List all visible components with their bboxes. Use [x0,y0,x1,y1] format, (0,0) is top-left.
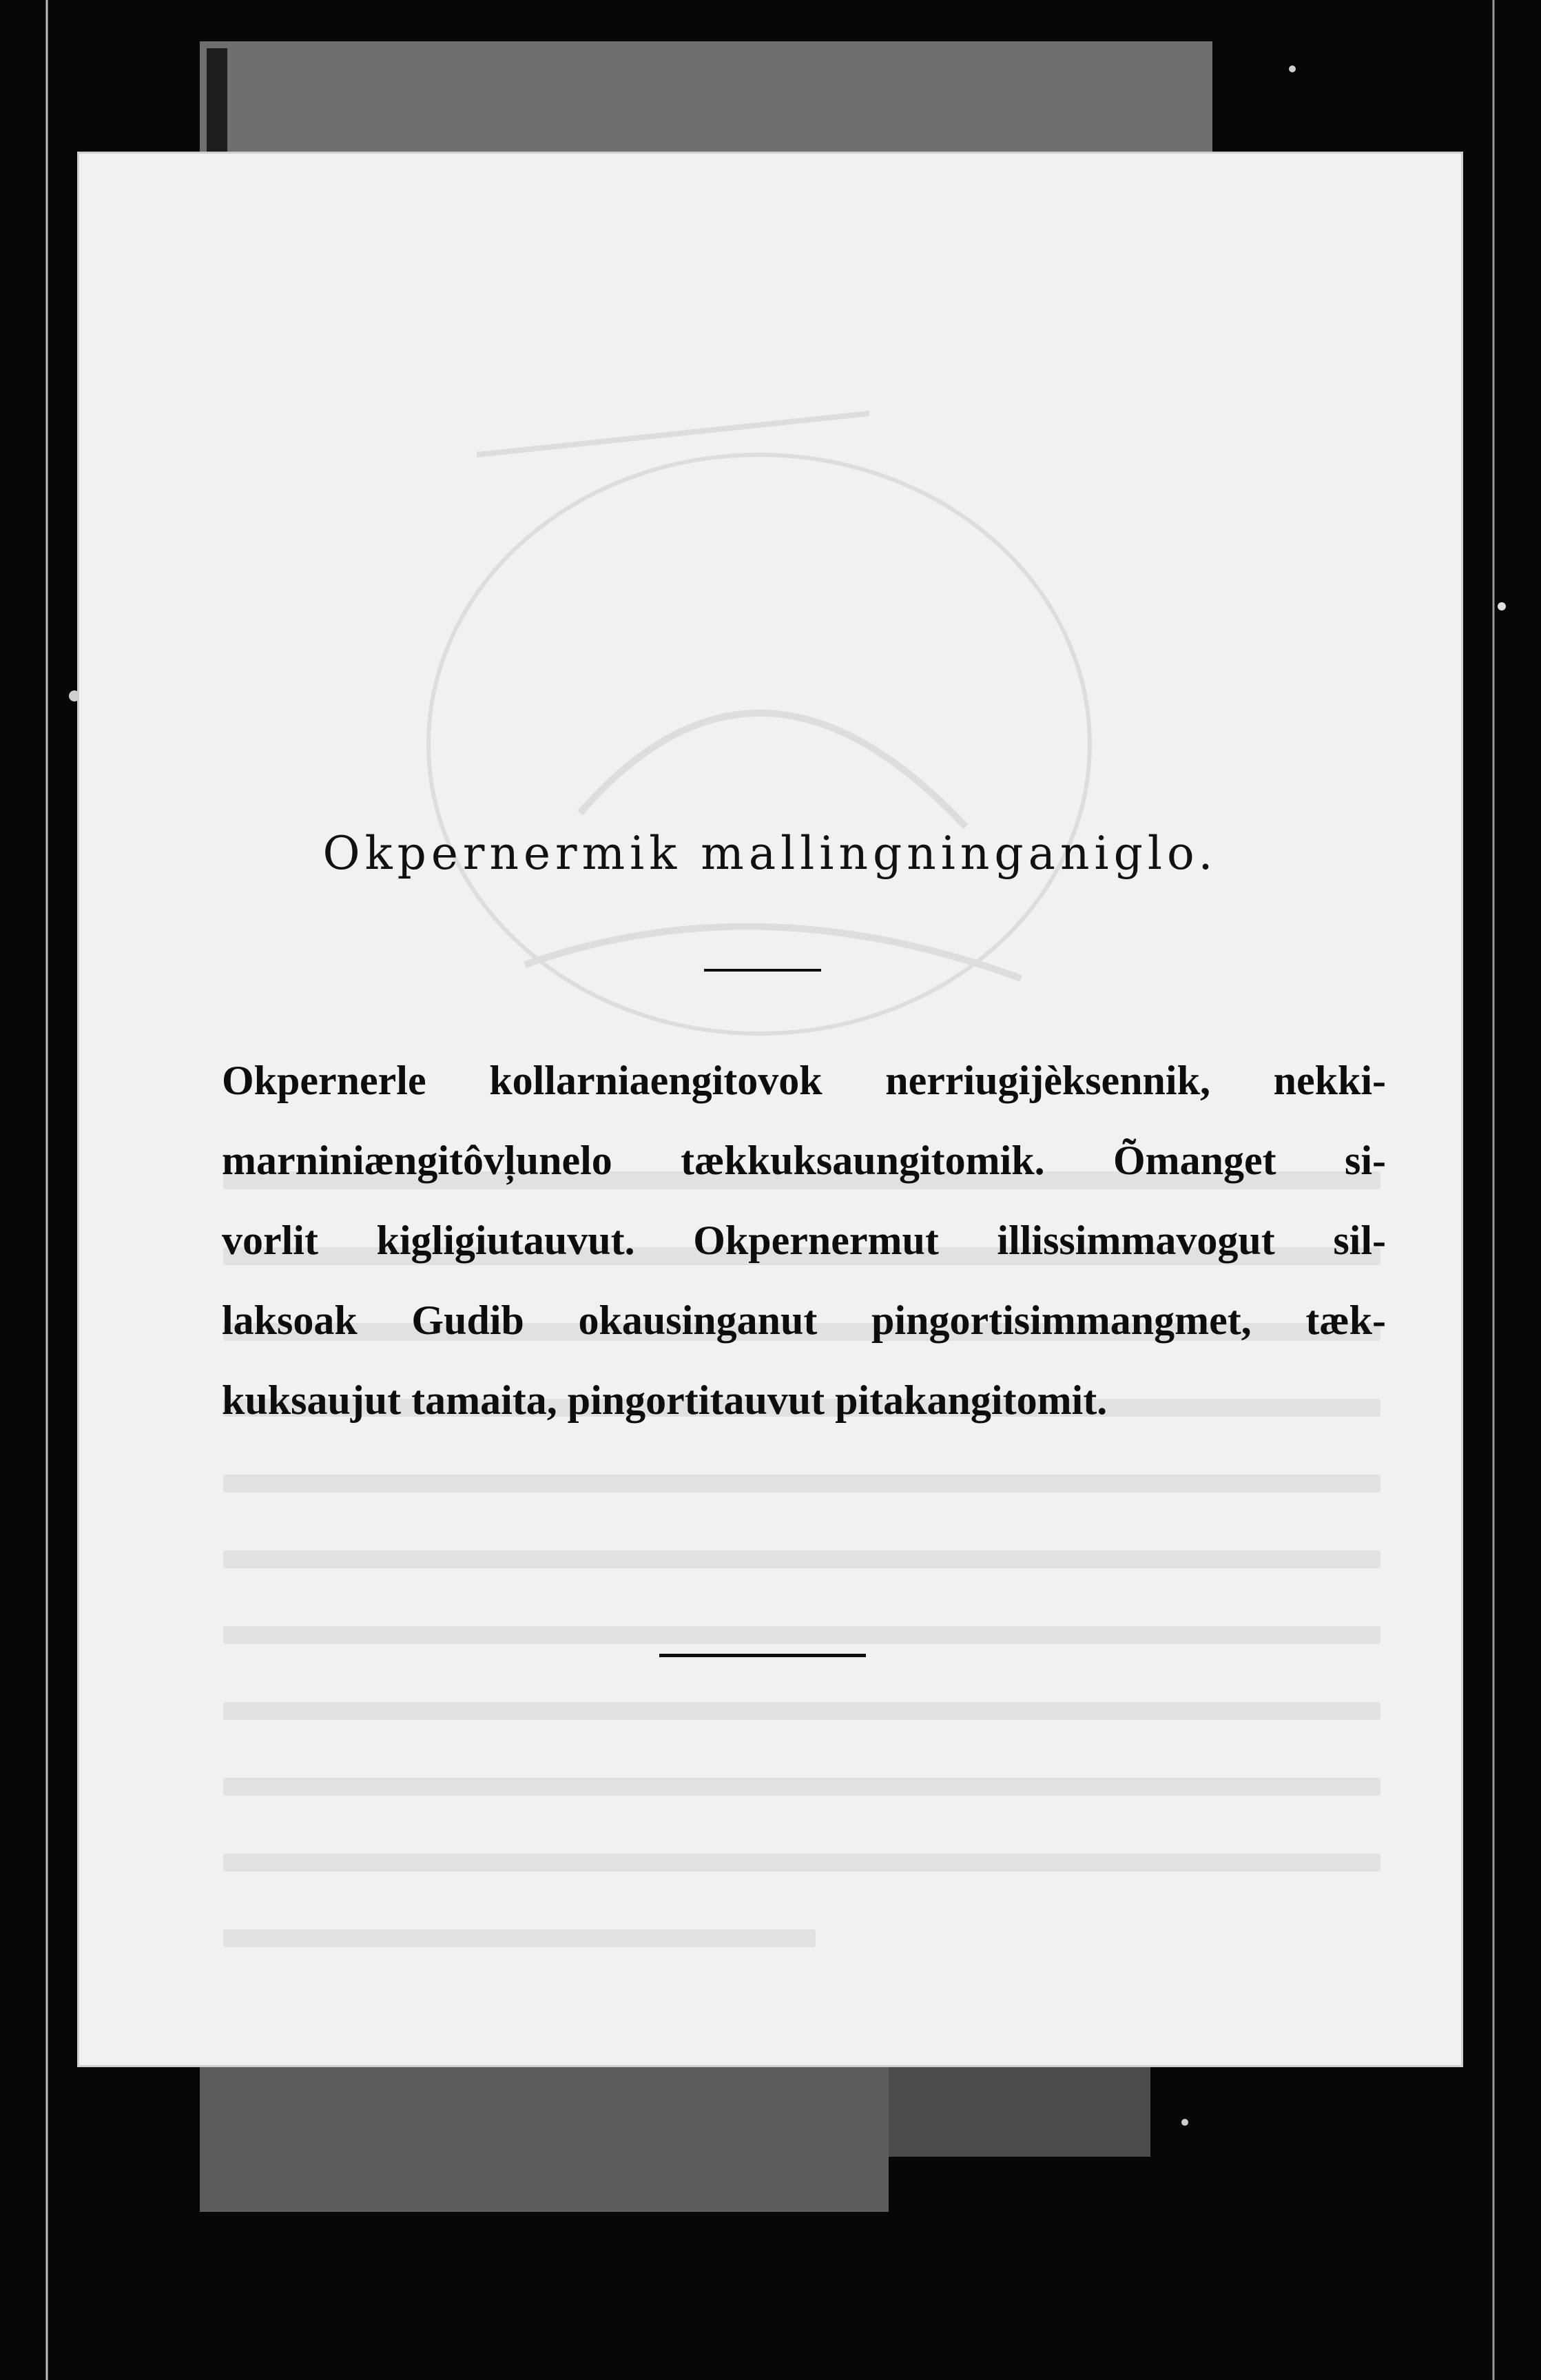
body-paragraph [222,1040,1386,1440]
paragraph-line-2: marniniængitôvļunelo tækkuksaungitomik. Õmanget si- [222,1138,1386,1183]
closing-divider [659,1654,866,1657]
title-divider [704,969,821,972]
document-page [77,152,1463,2067]
paragraph-line-5: kuksaujut tamaita, pingortitauvut pitakangitomit. [222,1377,1108,1423]
paragraph-line-3: vorlit kigligiutauvut. Okpernermut illissimmavogut sil- [222,1218,1386,1263]
page-title: Okpernermik mallingninganiglo. [322,827,1218,880]
paragraph-line-4: laksoak Gudib okausinganut pingortisimmangmet, tæk- [222,1297,1386,1343]
film-strip-top-shadow [207,48,227,152]
bleed-through-engraving [373,400,1145,1089]
film-strip-top [200,41,1212,158]
paragraph-line-1: Okpernerle kollarniaengitovok nerriugijèksennik, nekki- [222,1058,1386,1103]
